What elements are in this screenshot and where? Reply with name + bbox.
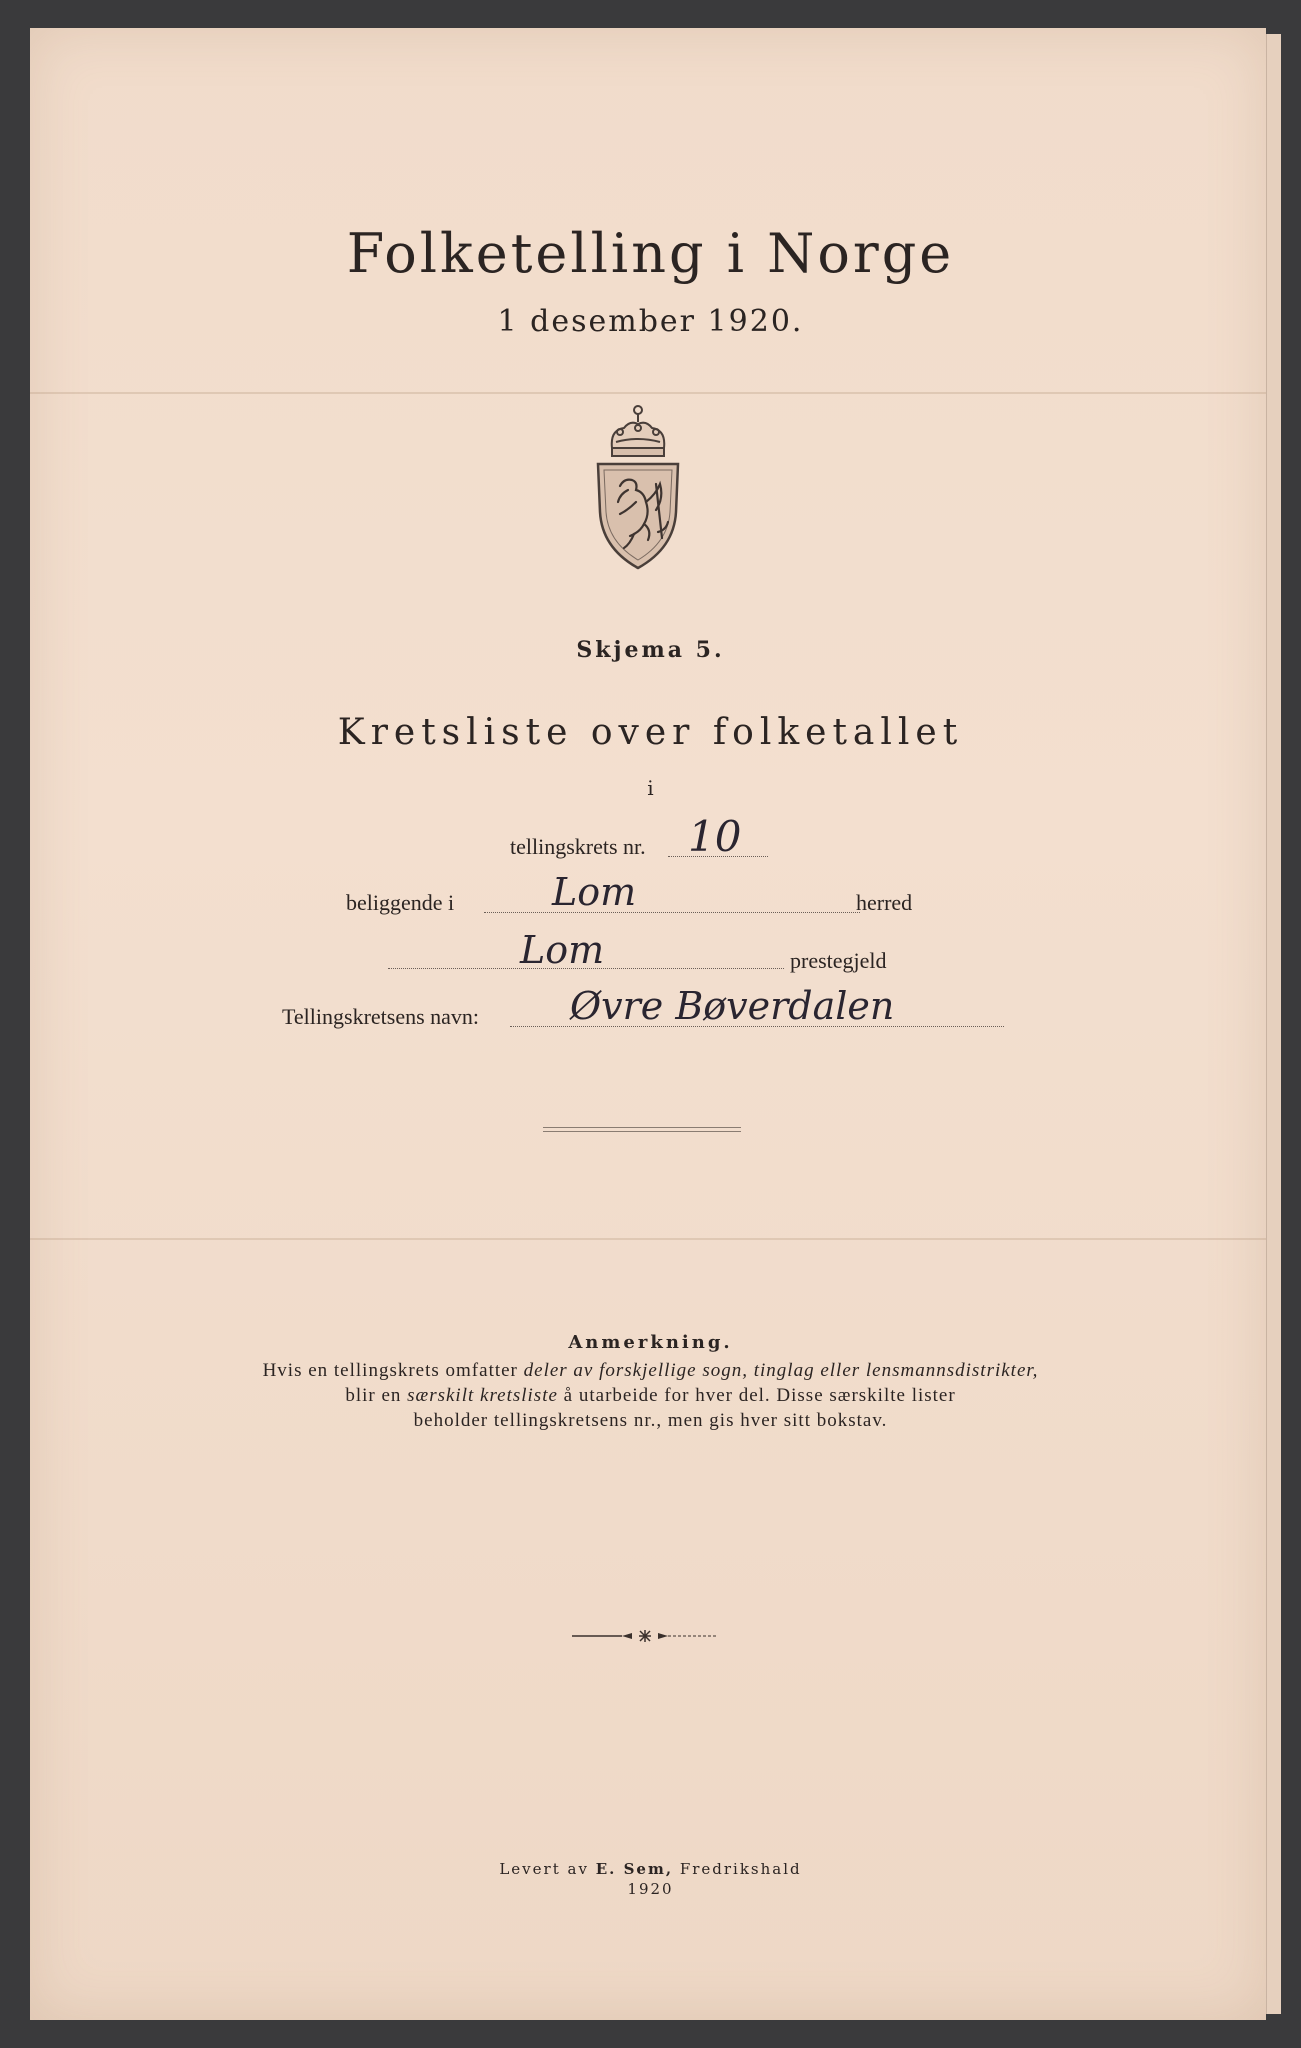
kretsnavn-label: Tellingskretsens navn:: [282, 1004, 480, 1029]
herred-label: herred: [856, 890, 913, 915]
beliggende-label: beliggende i: [346, 890, 455, 915]
imprint-year: 1920: [627, 1880, 674, 1898]
imprint-prefix: Levert av: [499, 1860, 596, 1878]
norwegian-coat-of-arms-icon: [590, 402, 686, 572]
imprint-place: Fredrikshald: [673, 1860, 802, 1878]
note-line-2-text-b: å utarbeide for hver del. Disse særskilte lister: [557, 1385, 956, 1406]
note-line-1-emphasis: deler av forskjellige sogn, tinglag eller lensmannsdistrikter,: [523, 1360, 1039, 1381]
document-date: 1 desember 1920.: [497, 304, 804, 339]
star-divider-icon: [570, 1630, 720, 1642]
schema-number: Skjema 5.: [576, 637, 725, 663]
prestegjeld-handwritten: Lom: [520, 928, 605, 972]
heading-connector: i: [647, 776, 654, 800]
fold-line-lower: [30, 1238, 1266, 1240]
note-line-1-text: Hvis en tellingskrets omfatter: [262, 1360, 524, 1381]
note-line-2: [0, 1385, 1301, 1407]
note-heading: Anmerkning.: [568, 1332, 733, 1353]
divider-rule-bottom: [543, 1131, 741, 1132]
document-heading: Kretsliste over folketallet: [337, 712, 964, 753]
prestegjeld-label: prestegjeld: [790, 948, 887, 973]
note-line-3: beholder tellingskretsens nr., men gis hver sitt bokstav.: [413, 1410, 888, 1431]
printer-imprint: [0, 1860, 1301, 1878]
divider-rule-top: [543, 1127, 741, 1128]
imprint-printer: E. Sem,: [595, 1860, 674, 1878]
note-line-2-text-a: blir en: [345, 1385, 408, 1406]
krets-number-handwritten: 10: [688, 812, 742, 861]
herred-handwritten: Lom: [552, 870, 637, 914]
beliggende-line: [484, 912, 860, 913]
fold-line-upper: [30, 392, 1266, 394]
note-line-2-emphasis: særskilt kretsliste: [407, 1385, 558, 1406]
krets-label: tellingskrets nr.: [510, 834, 646, 859]
kretsnavn-handwritten: Øvre Bøverdalen: [570, 984, 895, 1028]
note-line-1: [0, 1360, 1301, 1382]
document-title: Folketelling i Norge: [346, 222, 955, 285]
